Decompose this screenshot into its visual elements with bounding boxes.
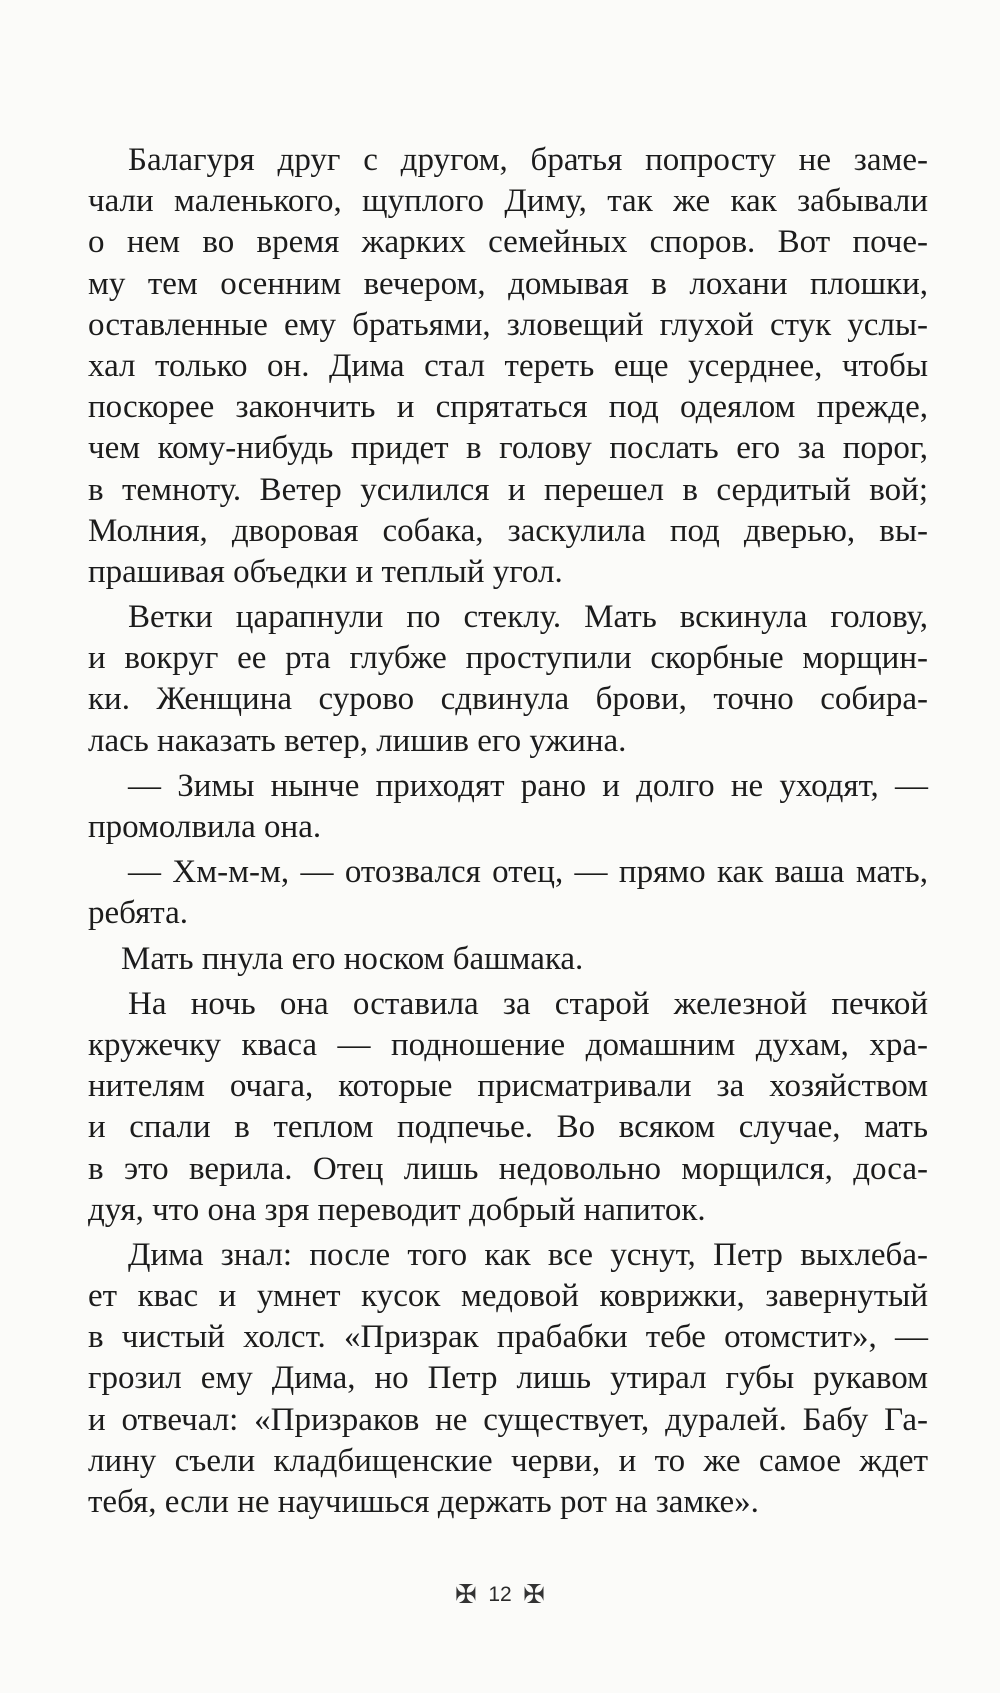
text-line: ребята. (88, 895, 189, 932)
text-line: и вокруг ее рта глубже проступили скорбные морщин- (88, 640, 928, 677)
text-line: На ночь она оставила за старой железной печкой (128, 985, 928, 1022)
paragraph-2 (88, 597, 928, 762)
text-line: и спали в теплом подпечье. Во всяком случае, мать (88, 1109, 928, 1146)
text-line: хал только он. Дима стал тереть еще усерднее, чтобы (88, 347, 928, 384)
text-line: лину съели кладбищенские черви, и то же самое ждет (88, 1442, 928, 1479)
text-line: и отвечал: «Призраков не существует, дуралей. Бабу Га- (88, 1401, 928, 1438)
text-line: ет квас и умнет кусок медовой коврижки, завернутый (88, 1278, 928, 1315)
text-line: о нем во время жарких семейных споров. Вот поче- (88, 224, 928, 261)
text-line: нителям очага, которые присматривали за хозяйством (88, 1068, 928, 1105)
text-line: му тем осенним вечером, домывая в лохани плошки, (88, 265, 928, 302)
body-text (88, 140, 928, 1523)
text-line: в темноту. Ветер усилился и перешел в сердитый вой; (88, 471, 928, 508)
page-number: 12 (488, 1582, 512, 1606)
text-line: оставленные ему братьями, зловещий глухой стук услы- (88, 306, 928, 343)
paragraph-6 (88, 984, 928, 1231)
text-line: дуя, что она зря переводит добрый напиток. (88, 1191, 706, 1228)
text-line: промолвила она. (88, 809, 322, 845)
paragraph-3 (88, 766, 928, 848)
text-line: поскорее закончить и спрятаться под одеялом прежде, (88, 389, 928, 426)
text-line: грозил ему Дима, но Петр лишь утирал губы рукавом (88, 1360, 928, 1397)
text-line: — Зимы нынче приходят рано и долго не уходят, — (128, 767, 928, 804)
paragraph-7 (88, 1235, 928, 1523)
ornament-right-icon: ✠ (523, 1579, 545, 1609)
text-line: кружечку кваса — подношение домашним духам, хра- (88, 1026, 928, 1063)
paragraph-1 (88, 140, 928, 593)
text-line: Мать пнула его носком башмака. (121, 940, 584, 977)
text-line: в это верила. Отец лишь недовольно морщился, доса- (88, 1150, 928, 1187)
text-line: Балагуря друг с другом, братья попросту не заме- (128, 142, 928, 178)
text-line: чали маленького, щуплого Диму, так же как забывали (88, 183, 928, 220)
text-line: лась наказать ветер, лишив его ужина. (88, 722, 627, 759)
page-footer (0, 1578, 1000, 1610)
paragraph-5 (88, 939, 928, 980)
text-line: в чистый холст. «Призрак прабабки тебе отомстит», — (88, 1319, 928, 1356)
text-line: — Хм-м-м, — отозвался отец, — прямо как ваша мать, (128, 854, 928, 891)
text-line: чем кому-нибудь придет в голову послать его за порог, (88, 430, 928, 467)
text-line: ки. Женщина сурово сдвинула брови, точно собира- (88, 681, 928, 718)
text-line: Ветки царапнули по стеклу. Мать вскинула голову, (128, 599, 928, 636)
text-line: прашивая объедки и теплый угол. (88, 553, 563, 590)
text-line: Молния, дворовая собака, заскулила под дверью, вы- (88, 512, 928, 549)
text-line: тебя, если не научишься держать рот на замке». (88, 1484, 759, 1520)
ornament-left-icon: ✠ (455, 1579, 477, 1609)
text-line: Дима знал: после того как все уснут, Петр выхлеба- (128, 1236, 928, 1273)
paragraph-4 (88, 852, 928, 934)
